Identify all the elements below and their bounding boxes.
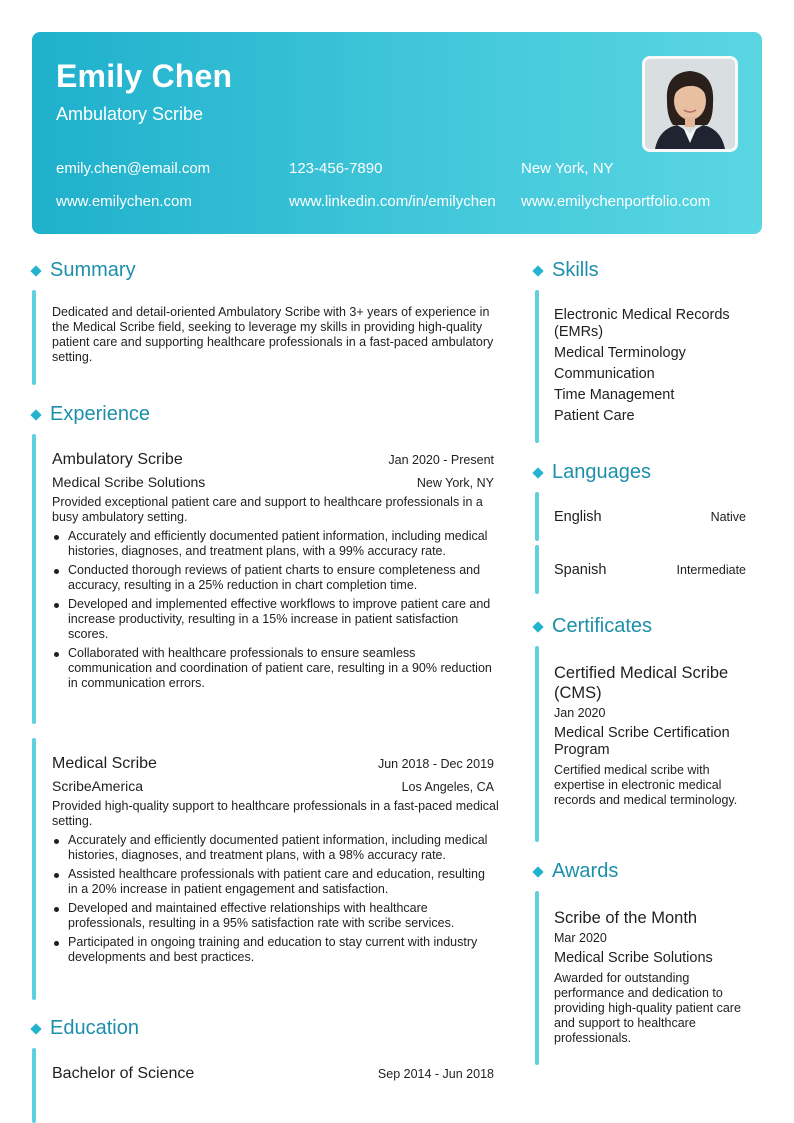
skill-item: Time Management [554, 387, 675, 403]
award-date: Mar 2020 [554, 931, 607, 945]
certificate-entry [535, 646, 761, 842]
linkedin-link[interactable]: www.linkedin.com/in/emilychen [289, 193, 496, 210]
award-name: Scribe of the Month [554, 909, 698, 927]
award-issuer: Medical Scribe Solutions [554, 950, 713, 966]
job-location: New York, NY [416, 476, 494, 490]
diamond-bullet-icon [30, 265, 41, 276]
bullet-dot-icon [54, 652, 59, 657]
award-entry [535, 891, 761, 1065]
diamond-bullet-icon [532, 866, 543, 877]
job-location: Los Angeles, CA [401, 780, 494, 794]
languages-title: Languages [552, 461, 651, 483]
accent-bar [32, 434, 36, 724]
degree-name: Bachelor of Science [52, 1065, 195, 1082]
list-item: Assisted healthcare professionals with patient care and education, resulting in a 20% increase in patient engagement and satisfaction. [52, 867, 492, 897]
portrait-image [645, 59, 735, 149]
accent-bar [535, 492, 539, 541]
experience-heading [32, 403, 150, 426]
list-item: Accurately and efficiently documented patient information, including medical histories, diagnoses, and treatment plans, with a 98% accuracy rate. [52, 833, 492, 863]
experience-title: Experience [50, 403, 151, 425]
summary-text: Dedicated and detail-oriented Ambulatory Scribe with 3+ years of experience in the Medical Scribe field, seeking to leverage my skills in providing high-quality patient care and supporting healthcare professionals in a fast-paced ambulatory setting. [52, 305, 494, 364]
awards-title: Awards [552, 860, 619, 882]
location-text: New York, NY [521, 160, 614, 177]
bullet-dot-icon [54, 873, 59, 878]
bullet-dot-icon [54, 535, 59, 540]
job-description: Provided high-quality support to healthcare professionals in a fast-paced medical setting. [52, 799, 499, 828]
job-role: Medical Scribe [52, 755, 157, 772]
summary-title: Summary [50, 259, 136, 281]
diamond-bullet-icon [532, 621, 543, 632]
website-link[interactable]: www.emilychen.com [56, 193, 192, 210]
job-dates: Jun 2018 - Dec 2019 [377, 757, 494, 771]
list-item: Participated in ongoing training and education to stay current with industry developments and best practices. [52, 935, 492, 965]
experience-entry [32, 434, 502, 724]
list-item: Developed and implemented effective workflows to improve patient care and increase productivity, resulting in a 15% increase in patient satisfaction scores. [52, 597, 492, 642]
language-name: English [554, 509, 602, 525]
job-role: Ambulatory Scribe [52, 451, 183, 468]
certificate-description: Certified medical scribe with expertise in electronic medical records and medical terminology. [554, 763, 738, 807]
awards-heading [534, 860, 618, 883]
diamond-bullet-icon [532, 467, 543, 478]
diamond-bullet-icon [30, 1023, 41, 1034]
education-entry [32, 1048, 502, 1123]
accent-bar [535, 646, 539, 842]
languages-heading [534, 461, 651, 484]
job-bullets [52, 529, 492, 695]
skill-item: Communication [554, 366, 655, 382]
job-company: Medical Scribe Solutions [52, 474, 206, 490]
summary-block [32, 290, 502, 385]
certificate-name: Certified Medical Scribe (CMS) [554, 664, 729, 702]
education-title: Education [50, 1017, 139, 1039]
bullet-dot-icon [54, 907, 59, 912]
skills-title: Skills [552, 259, 599, 281]
skill-item: Patient Care [554, 408, 635, 424]
certificates-heading [534, 615, 652, 638]
skills-block [535, 290, 761, 443]
language-entry [535, 545, 761, 594]
education-heading [32, 1017, 139, 1040]
skills-heading [534, 259, 599, 282]
bullet-dot-icon [54, 941, 59, 946]
job-dates: Jan 2020 - Present [388, 453, 494, 467]
language-level: Intermediate [676, 563, 746, 577]
candidate-name: Emily Chen [56, 58, 233, 94]
skill-item: Medical Terminology [554, 345, 686, 361]
diamond-bullet-icon [30, 409, 41, 420]
phone-number: 123-456-7890 [289, 160, 383, 177]
portfolio-link[interactable]: www.emilychenportfolio.com [521, 193, 711, 210]
list-item: Collaborated with healthcare professionals to ensure seamless communication and coordination of patient care, resulting in a 90% reduction in communication errors. [52, 646, 492, 691]
experience-entry [32, 738, 502, 1000]
certificate-date: Jan 2020 [554, 706, 606, 720]
language-level: Native [710, 510, 746, 524]
summary-heading [32, 259, 136, 282]
accent-bar [535, 290, 539, 443]
award-description: Awarded for outstanding performance and dedication to providing high-quality patient care and support to healthcare professionals. [554, 971, 741, 1045]
list-item: Conducted thorough reviews of patient charts to ensure completeness and accuracy, resulting in a 25% reduction in chart completion time. [52, 563, 492, 593]
accent-bar [32, 738, 36, 1000]
resume-header [32, 32, 762, 234]
list-item: Accurately and efficiently documented patient information, including medical histories, diagnoses, and treatment plans, with a 99% accuracy rate. [52, 529, 492, 559]
accent-bar [32, 1048, 36, 1123]
skill-item: Electronic Medical Records (EMRs) [554, 307, 730, 340]
email-link[interactable]: emily.chen@email.com [56, 160, 211, 177]
certificates-title: Certificates [552, 615, 653, 637]
education-dates: Sep 2014 - Jun 2018 [377, 1067, 494, 1081]
bullet-dot-icon [54, 839, 59, 844]
job-bullets [52, 833, 492, 969]
accent-bar [535, 545, 539, 594]
profile-photo [642, 56, 738, 152]
job-description: Provided exceptional patient care and support to healthcare professionals in a busy ambulatory setting. [52, 495, 483, 524]
accent-bar [32, 290, 36, 385]
certificate-issuer: Medical Scribe Certification Program [554, 725, 730, 758]
language-entry [535, 492, 761, 541]
candidate-title: Ambulatory Scribe [56, 104, 204, 124]
job-company: ScribeAmerica [52, 778, 144, 794]
list-item: Developed and maintained effective relationships with healthcare professionals, resulting in a 95% satisfaction rate with scribe services. [52, 901, 492, 931]
bullet-dot-icon [54, 569, 59, 574]
bullet-dot-icon [54, 603, 59, 608]
diamond-bullet-icon [532, 265, 543, 276]
language-name: Spanish [554, 562, 607, 578]
accent-bar [535, 891, 539, 1065]
